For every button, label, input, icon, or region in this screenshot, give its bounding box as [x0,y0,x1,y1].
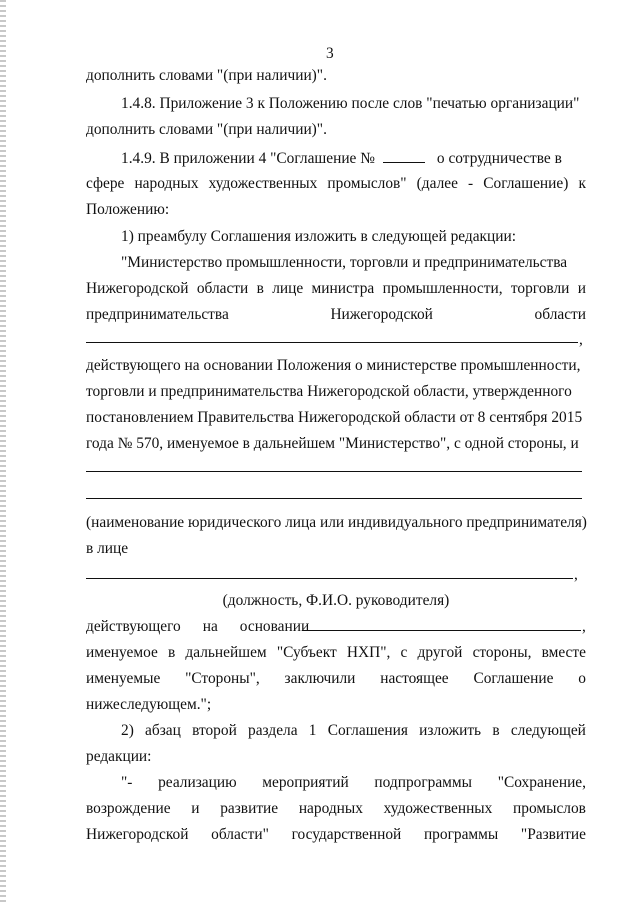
text-line-27 [86,800,586,818]
word: действующего [86,618,181,635]
word: другой [417,644,463,661]
word: реализацию [158,774,237,791]
page-number: 3 [326,45,334,62]
text-line-9 [86,280,586,298]
blank-number [383,149,425,163]
word: программы [423,826,499,843]
word: Соглашение) [483,175,569,192]
word: стороны, [472,644,532,661]
blank-line-person [86,578,573,579]
word: возрождение [86,800,171,817]
text-line-14: постановлением Правительства Нижегородской области от 8 сентября 2015 [86,409,583,426]
word: в [167,644,176,661]
text-line-20 [86,618,586,636]
text-line-16: (наименование юридического лица или индивидуального предпринимателя) [86,514,587,531]
word: основании [239,618,310,635]
word: торговли [510,280,570,297]
word: (далее [416,175,458,192]
text-line-13: торговли и предпринимательства Нижегородской области, утвержденного [86,383,572,400]
word: сфере [86,175,125,192]
word: и [191,800,200,817]
word: подпрограммы [374,774,472,791]
text-line-28 [86,826,586,844]
text-line-2: 1.4.8. Приложение 3 к Положению после слов "печатью организации" [121,95,580,112]
word: промыслов" [327,175,407,192]
text-line-24 [121,722,586,740]
blank-line-basis [302,630,581,631]
word: "Стороны", [185,670,260,687]
word: "- [121,774,133,791]
text-line-10 [86,306,586,324]
word: на [202,618,218,635]
blank-line-entity-2 [86,498,582,499]
word: "Сохранение, [497,774,586,791]
text-line-15: года № 570, именуемое в дальнейшем "Министерство", с одной стороны, и [86,435,579,452]
word: в [256,280,264,297]
word: области" [211,826,269,843]
comma: , [574,566,578,583]
word: художественных [383,800,493,817]
comma: , [582,618,586,635]
text-line-3: дополнить словами "(при наличии)". [86,121,327,138]
word: Нижегородской [86,826,189,843]
word: предпринимательства [86,306,229,323]
word: "Субъект [276,644,337,661]
word: вместе [541,644,586,661]
word: "Развитие [520,826,586,843]
text-line-6: Положению: [86,201,170,218]
blank-line-minister [86,342,578,343]
word: именуемые [86,670,161,687]
word: народных [298,800,363,817]
word: настоящее [380,670,449,687]
text-line-4-end: о сотрудничестве в [436,150,562,167]
word: лице [272,280,304,297]
word: 1 [308,722,317,739]
word: народных [134,175,199,192]
text-line-25: редакции: [86,748,152,765]
word: раздела [248,722,298,739]
word: Нижегородской [330,306,433,323]
text-line-17: в лице [86,540,129,557]
text-line-7: 1) преамбулу Соглашения изложить в следующей редакции: [121,228,517,245]
word: области [534,306,586,323]
text-line-23: нижеследующем."; [86,696,212,713]
text-line-4-start: 1.4.9. В приложении 4 "Соглашение № [121,150,375,167]
word: государственной [291,826,402,843]
word: и [577,280,586,297]
text-line-19: (должность, Ф.И.О. руководителя) [222,592,450,609]
word: области [196,280,249,297]
scan-edge [0,0,6,905]
text-line-4 [121,149,586,168]
word: заключили [284,670,356,687]
word: Соглашение [473,670,554,687]
comma: , [579,331,583,348]
word: 2) [121,722,134,739]
word: о [578,670,586,687]
word: - [468,175,474,192]
word: абзац [145,722,181,739]
word: в [492,722,500,739]
word: следующей [510,722,586,739]
word: изложить [419,722,482,739]
text-line-8: "Министерство промышленности, торговли и предпринимательства [121,254,568,271]
text-line-26 [121,774,586,792]
word: именуемое [86,644,158,661]
text-line-1: дополнить словами "(при наличии)". [86,67,327,84]
word: второй [192,722,237,739]
word: художественных [208,175,318,192]
word: мероприятий [262,774,349,791]
blank-line-entity-1 [86,471,582,472]
word: развитие [220,800,279,817]
word: Соглашения [327,722,408,739]
text-line-12: действующего на основании Положения о министерстве промышленности, [86,357,581,374]
word: с [400,644,408,661]
word: Нижегородской [86,280,189,297]
word: дальнейшем [185,644,267,661]
text-line-21 [86,644,586,662]
text-line-5 [86,175,586,193]
word: к [578,175,586,192]
word: министра [311,280,375,297]
word: НХП", [346,644,391,661]
word: промышленности, [382,280,503,297]
word: промыслов [513,800,586,817]
text-line-22 [86,670,586,688]
